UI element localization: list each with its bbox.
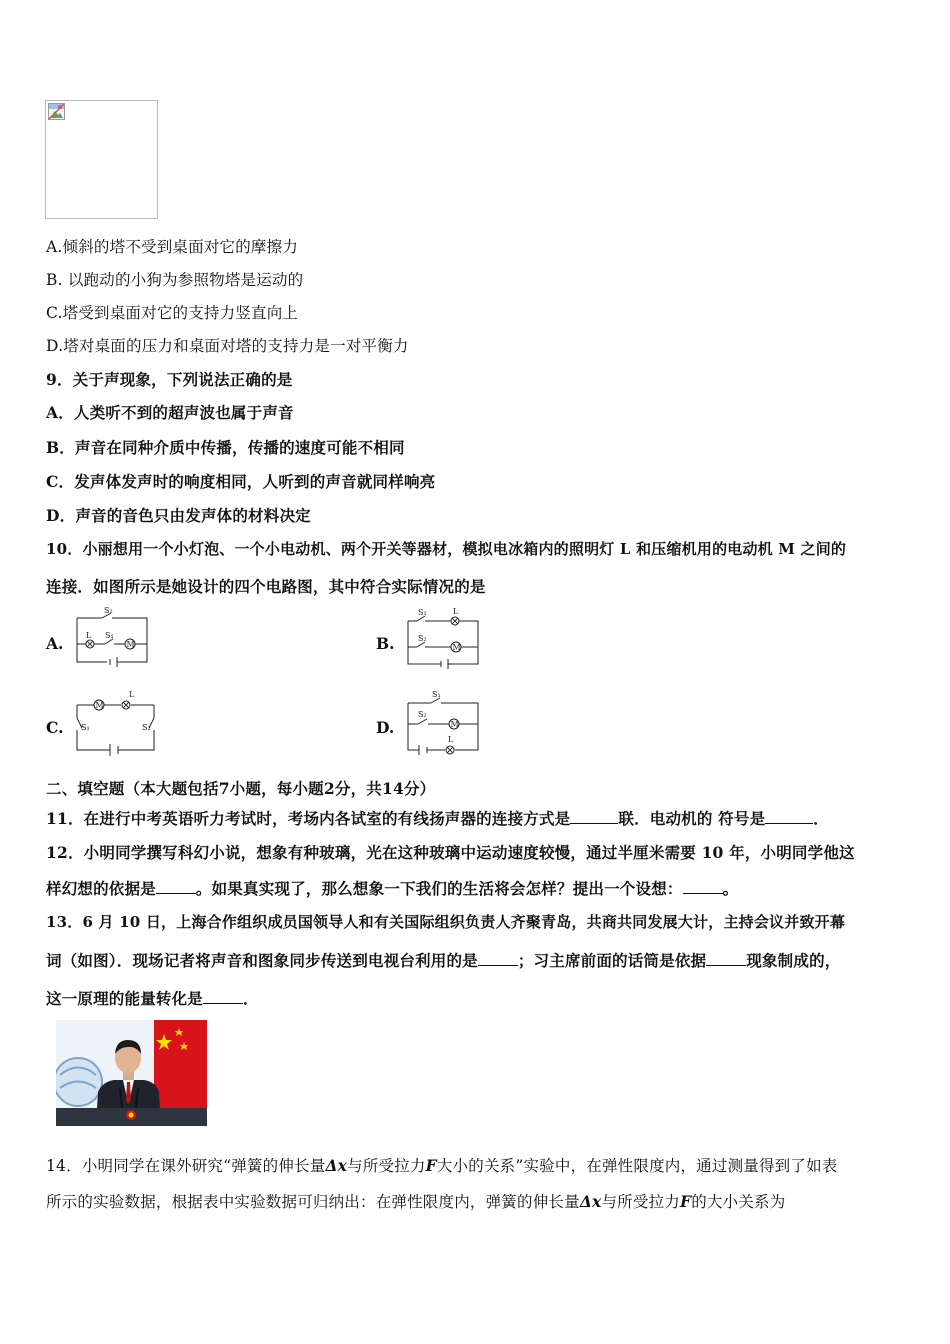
switch-s1-label: S₁ [81,723,90,732]
q8-option-d: D.塔对桌面的压力和桌面对塔的支持力是一对平衡力 [46,337,409,355]
q11 [46,807,829,829]
lamp-icon [451,617,459,625]
svg-text:M: M [452,643,461,652]
answer-blank[interactable] [156,879,196,894]
q14-text-2c: 的大小关系为 [691,1193,786,1211]
q13-line3 [46,987,259,1009]
q13-line2 [46,949,840,971]
q9-stem: 9．关于声现象，下列说法正确的是 [46,370,293,389]
q9-option-d: D．声音的音色只由发声体的材料决定 [46,506,311,525]
answer-blank[interactable] [478,951,518,966]
circuit-diagram-a [72,604,152,674]
q14-dx-2: Δx [579,1192,602,1211]
q9-option-b: B．声音在同种介质中传播，传播的速度可能不相同 [46,438,405,457]
q14-text-1c: 大小的关系”实验中，在弹性限度内，通过测量得到了如表 [436,1157,838,1175]
lamp-icon [122,701,130,709]
q13-text-3b: ． [243,989,259,1008]
answer-blank[interactable] [683,879,723,894]
switch-s2-label: S₂ [104,606,113,615]
svg-text:M: M [450,720,459,729]
answer-blank[interactable] [203,989,243,1004]
q14-text-2b: 与所受拉力 [601,1193,680,1211]
lamp-label: L [448,735,454,744]
q13-text-2a: 词（如图）．现场记者将声音和图象同步传送到电视台利用的是 [46,951,478,970]
broken-image-placeholder [45,100,158,219]
q11-text-3: ． [813,809,829,828]
q10-label-c: C. [46,718,64,737]
svg-text:M: M [95,701,104,710]
q12-line1: 12．小明同学撰写科幻小说，想象有种玻璃，光在这种玻璃中运动速度较慢，通过半厘米需要 10 年，小明同学他这 [46,843,855,862]
switch-s1-label: S₁ [418,608,427,617]
circuit-diagram-b [403,604,483,674]
q14-text-2a: 所示的实验数据，根据表中实验数据可归纳出：在弹性限度内，弹簧的伸长量 [46,1193,580,1211]
lamp-label: L [453,607,459,616]
lamp-icon [86,640,94,648]
lamp-icon [446,746,454,754]
svg-text:M: M [126,640,135,649]
switch-s1-label: S₁ [432,690,441,699]
q13-line1: 13．6 月 10 日，上海合作组织成员国领导人和有关国际组织负责人齐聚青岛，共商共同发展大计，主持会议并致开幕 [46,913,846,931]
q14-text-1a: 14．小明同学在课外研究“弹簧的伸长量 [46,1157,326,1175]
q9-option-a: A．人类听不到的超声波也属于声音 [46,403,294,422]
answer-blank[interactable] [706,951,746,966]
q13-text-2c: 现象制成的， [746,951,841,970]
q10-label-d: D. [376,718,395,737]
q10-stem-line1: 10．小丽想用一个小灯泡、一个小电动机、两个开关等器材，模拟电冰箱内的照明灯 L 和压缩机用的电动机 M 之间的 [46,540,847,558]
q12-text-2c: 。 [722,879,739,898]
section-2-heading: 二、填空题（本大题包括7小题，每小题2分，共14分） [46,779,436,798]
q11-text-2: 联．电动机的 符号是 [618,809,766,828]
q14-line2 [46,1190,785,1212]
switch-s2-label: S₂ [418,634,427,643]
motor-icon [94,700,104,710]
broken-image-icon [48,103,66,121]
q11-text-1: 11．在进行中考英语听力考试时，考场内各试室的有线扬声器的连接方式是 [46,809,571,828]
q14-text-1b: 与所受拉力 [347,1157,426,1175]
q12-line2 [46,877,738,899]
motor-icon [125,639,135,649]
speaker-photo [56,1020,207,1126]
lamp-label: L [129,690,135,699]
q10-stem-line2: 连接．如图所示是她设计的四个电路图，其中符合实际情况的是 [46,577,486,596]
q14-line1 [46,1154,838,1176]
q9-option-c: C．发声体发声时的响度相同，人听到的声音就同样响亮 [46,472,436,491]
q12-text-2b: 。如果真实现了，那么想象一下我们的生活将会怎样？提出一个设想： [195,879,683,898]
q14-F-2: F [680,1192,692,1211]
q10-label-b: B. [376,634,395,653]
q8-option-a: A.倾斜的塔不受到桌面对它的摩擦力 [46,238,299,256]
circuit-diagram-c [72,688,162,760]
answer-blank[interactable] [570,809,618,824]
lamp-label: L [86,631,92,640]
q13-text-3a: 这一原理的能量转化是 [46,989,204,1008]
motor-icon [449,719,459,729]
q14-F: F [425,1156,437,1175]
motor-icon [451,642,461,652]
q13-text-2b: ；习主席前面的话筒是依据 [517,951,707,970]
q12-text-2a: 样幻想的依据是 [46,879,156,898]
switch-s2-label: S₂ [142,723,151,732]
circuit-diagram-d [403,688,483,760]
answer-blank[interactable] [765,809,813,824]
switch-s2-label: S₂ [418,710,427,719]
switch-s1-label: S₁ [105,631,114,640]
q8-option-c: C.塔受到桌面对它的支持力竖直向上 [46,304,299,322]
q8-option-b: B. 以跑动的小狗为参照物塔是运动的 [46,271,304,289]
q14-dx: Δx [325,1156,348,1175]
q10-label-a: A. [46,634,64,653]
